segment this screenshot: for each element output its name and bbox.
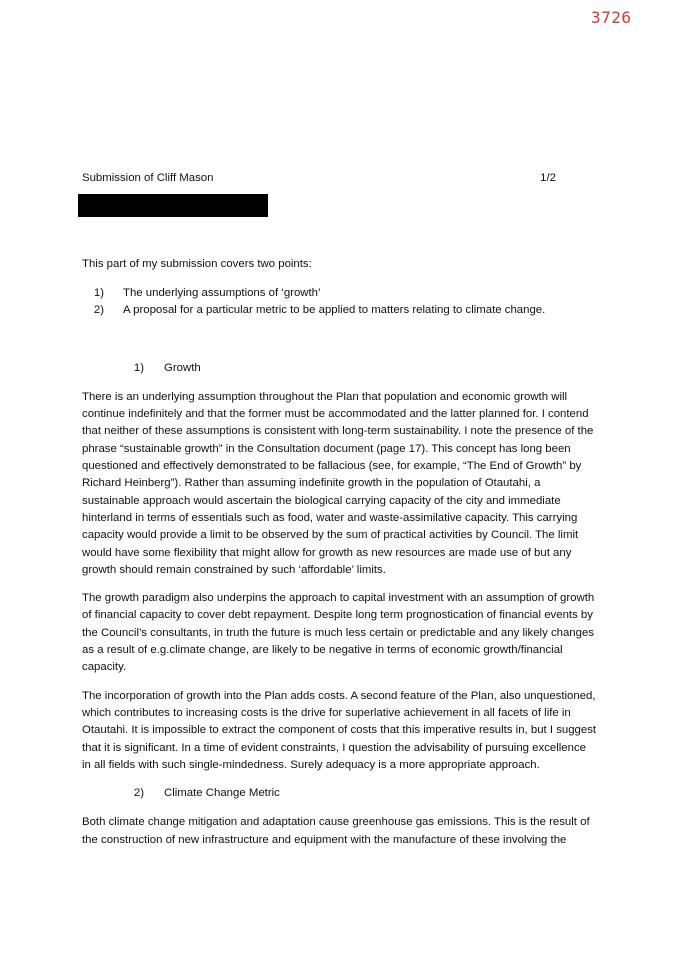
- document-header: [82, 170, 556, 187]
- section-number: 2): [133, 787, 144, 800]
- paragraph: The growth paradigm also underpins the approach to capital investment with an assumption of growth of financial capacity to cover debt repayment. Despite long term prognostication of financial events by the Council’s consultants, in truth the future is much less certain or predictable and any likely changes as a result of e.g.climate change, are likely to be negative in terms of economic growth/financial capacity.: [82, 592, 595, 674]
- paragraph: The incorporation of growth into the Plan adds costs. A second feature of the Plan, also unquestioned, which contributes to increasing costs is the drive for superlative achievement in all facets of life in Otautahi. It is impossible to extract the component of costs that this imperative results in, but I suggest that it is significant. In a time of evident constraints, I question the advisability of pursuing excellence in all fields with such single-mindedness. Surely adequacy is a more appropriate approach.: [82, 689, 597, 771]
- list-item-text: The underlying assumptions of ‘growth’: [123, 286, 321, 299]
- section-title: Growth: [164, 361, 201, 374]
- list-item-number: 1): [93, 286, 104, 299]
- section-heading-climate: [122, 785, 598, 802]
- paragraph: Both climate change mitigation and adaptation cause greenhouse gas emissions. This is the result of the construction of new infrastructure and equipment with the manufacture of these involving the: [82, 816, 590, 846]
- points-list: [82, 285, 598, 320]
- redaction-block: [78, 194, 268, 217]
- paragraph: There is an underlying assumption throughout the Plan that population and economic growth will continue indefinitely and that the former must be accommodated and the latter planned for. I contend that neither of these assumptions is consistent with long-term sustainability. I note the presence of the phrase “sustainable growth” in the Consultation document (page 17). This concept has long been questioned and effectively demonstrated to be fallacious (see, for example, “The End of Growth” by Richard Heinberg”). Rather than assuming indefinite growth in the population of Otautahi, a sustainable approach would ascertain the biological carrying capacity of the city and immediate hinterland in terms of essentials such as food, water and waste-assimilative capacity. This carrying capacity would provide a limit to be observed by the sum of practical activities by Council. The limit would have some flexibility that might allow for growth as new resources are made use of but any growth should remain constrained by such ‘affordable’ limits.: [82, 390, 594, 576]
- list-item: [82, 285, 598, 302]
- list-item-number: 2): [93, 304, 104, 317]
- document-page: [82, 170, 598, 849]
- section-heading-growth: [122, 360, 598, 377]
- list-item-text: A proposal for a particular metric to be applied to matters relating to climate change.: [123, 304, 546, 317]
- document-number-stamp: 3726: [591, 8, 632, 27]
- section-number: 1): [133, 361, 144, 374]
- submission-title: Submission of Cliff Mason: [82, 172, 214, 184]
- section-title: Climate Change Metric: [164, 787, 280, 800]
- intro-text: This part of my submission covers two points:: [82, 258, 312, 271]
- page-number: 1/2: [540, 172, 556, 184]
- list-item: [82, 302, 598, 319]
